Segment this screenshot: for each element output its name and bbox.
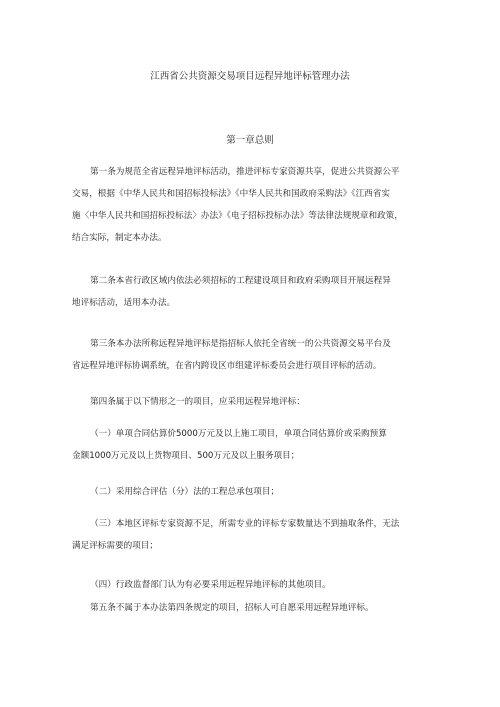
paragraph-line: （四）行政监督部门认为有必要采用远程异地评标的其他项目。: [90, 580, 331, 590]
paragraph-item-1: [72, 423, 432, 467]
paragraph-article-1: [72, 161, 432, 249]
paragraph-item-2: [72, 481, 432, 503]
paragraph-line: 第四条属于以下情形之一的项目，应采用远程异地评标：: [90, 397, 305, 407]
paragraph-item-3: [72, 513, 432, 557]
paragraph-article-4: [72, 391, 432, 413]
document-title: 江西省公共资源交易项目远程异地评标管理办法: [150, 71, 350, 82]
paragraph-line: 第三条本办法所称远程异地评标是指招标人依托全省统一的公共资源交易平台及: [90, 339, 391, 349]
paragraph-line: 交易，根据《中华人民共和国招标投标法》《中华人民共和国政府采购法》《江西省实: [72, 189, 390, 199]
paragraph-line: 第五条不属于本办法第四条规定的项目，招标人可自愿采用远程异地评标。: [90, 603, 374, 613]
paragraph-article-5: [72, 597, 432, 619]
paragraph-line: （三）本地区评标专家资源不足，所需专业的评标专家数量达不到抽取条件，无法: [90, 519, 400, 529]
paragraph-line: （一）单项合同估算价5000万元及以上施工项目，单项合同估算价或采购预算: [90, 429, 387, 439]
paragraph-item-4: [72, 574, 432, 596]
paragraph-article-2: [72, 270, 432, 314]
paragraph-line: 省远程异地评标协调系统，在省内跨设区市组建评标委员会进行项目评标的活动。: [72, 361, 382, 371]
paragraph-line: 地评标活动，适用本办法。: [72, 298, 176, 308]
paragraph-line: 满足评标需要的项目；: [72, 541, 158, 551]
paragraph-line: 结合实际，制定本办法。: [72, 233, 167, 243]
paragraph-line: 施〈中华人民共和国招标投标法〉办法》《电子招标投标办法》等法律法规规章和政策，: [72, 211, 403, 221]
paragraph-article-3: [72, 333, 432, 377]
paragraph-line: 第一条为规范全省远程异地评标活动，推进评标专家资源共享，促进公共资源公平: [90, 167, 400, 177]
paragraph-line: （二）采用综合评估（分）法的工程总承包项目；: [90, 487, 280, 497]
paragraph-line: 第二条本省行政区域内依法必须招标的工程建设项目和政府采购项目开展远程异: [90, 276, 391, 286]
paragraph-line: 金额1000万元及以上货物项目、500万元及以上服务项目；: [72, 451, 300, 461]
chapter-title: 第一章总则: [226, 135, 274, 146]
